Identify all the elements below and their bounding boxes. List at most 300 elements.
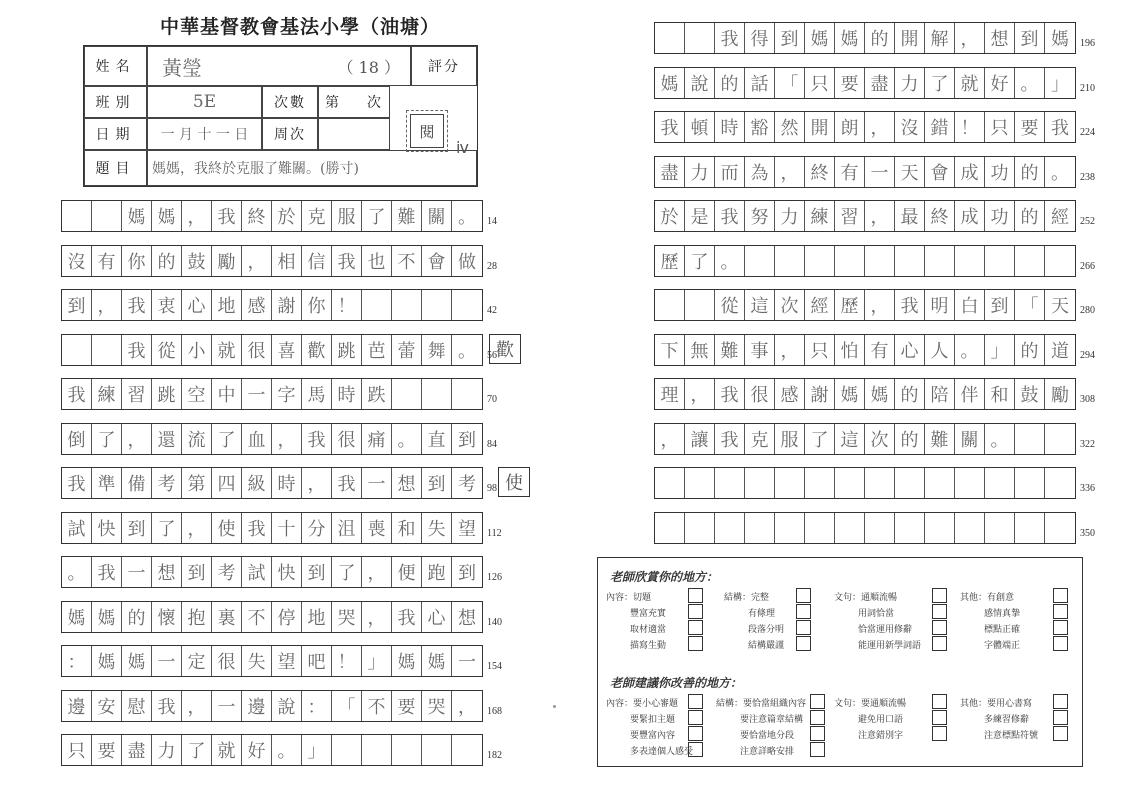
- grid-square: 就: [212, 735, 242, 765]
- left-grid-row: [61, 200, 483, 232]
- grid-square: ，: [775, 335, 805, 365]
- improve-checkbox[interactable]: [932, 694, 947, 709]
- class-label: 班別: [84, 86, 147, 118]
- grid-square: 沮: [332, 513, 362, 543]
- grid-square: [392, 290, 422, 320]
- grid-square: [775, 513, 805, 543]
- grid-square: ，: [955, 23, 985, 53]
- improve-checkbox[interactable]: [688, 726, 703, 741]
- improve-item: 注意標點符號: [984, 731, 1039, 741]
- character-count: 280: [1080, 305, 1095, 316]
- grid-square: ，: [182, 513, 212, 543]
- grid-square: 我: [1051, 118, 1069, 139]
- character-count: 266: [1080, 260, 1095, 272]
- grid-square: [835, 513, 865, 543]
- grid-square: [655, 468, 685, 498]
- grid-square: [92, 201, 122, 231]
- grid-square: 服: [332, 201, 362, 231]
- grid-square: 時: [332, 379, 362, 409]
- grid-square: 為: [745, 157, 775, 187]
- grid-square: 。: [985, 424, 1015, 454]
- grid-square: 我: [715, 379, 745, 409]
- praise-item: 結構嚴謹: [748, 641, 785, 651]
- grid-square: [332, 735, 362, 765]
- grid-square: 從: [152, 335, 182, 365]
- right-grid-row: [654, 467, 1076, 499]
- grid-square: 芭: [362, 335, 392, 365]
- grid-square: 功: [985, 201, 1015, 231]
- grid-square: ，: [122, 424, 152, 454]
- grid-square: 我: [122, 335, 152, 365]
- grid-square: 盡: [865, 68, 895, 98]
- praise-item: 豐富充實: [630, 609, 667, 619]
- grid-square: ，: [775, 157, 805, 187]
- grid-square: 很: [212, 646, 242, 676]
- character-count: 140: [487, 616, 502, 628]
- grid-square: 到: [302, 557, 332, 587]
- grid-square: 我: [715, 424, 745, 454]
- left-grid-row: [61, 556, 483, 588]
- grid-square: [1045, 513, 1075, 543]
- grid-square: 的: [1015, 157, 1045, 187]
- grid-square: 話: [745, 68, 775, 98]
- grid-square: 鼓: [182, 246, 212, 276]
- character-count: 252: [1080, 216, 1095, 227]
- grid-square: 力: [895, 68, 925, 98]
- improve-item: 要注意篇章結構: [740, 715, 804, 725]
- grid-square: [1015, 513, 1045, 543]
- praise-checkbox[interactable]: [932, 588, 947, 603]
- grid-square: 於: [655, 201, 685, 231]
- grid-square: 四: [212, 468, 242, 498]
- improve-item: 多練習修辭: [984, 715, 1030, 725]
- right-grid-row: [654, 378, 1076, 410]
- improve-checkbox[interactable]: [688, 694, 703, 709]
- grid-square: 吧: [302, 646, 332, 676]
- grid-square: 一: [152, 646, 182, 676]
- grid-square: 這: [835, 424, 865, 454]
- praise-item: 字體端正: [984, 641, 1021, 651]
- grid-square: 直: [422, 424, 452, 454]
- date-value: 一 月 十 一 日: [147, 118, 262, 150]
- grid-square: 考: [212, 557, 242, 587]
- scan-dot: [553, 705, 556, 708]
- improve-checkbox[interactable]: [810, 726, 825, 741]
- grid-square: 功: [985, 157, 1015, 187]
- grid-square: 媽: [152, 201, 182, 231]
- grid-square: 定: [182, 646, 212, 676]
- improve-checkbox[interactable]: [932, 726, 947, 741]
- praise-item: 文句：通順流暢: [834, 593, 898, 603]
- grid-square: 歷: [655, 246, 685, 276]
- grid-square: ，: [242, 246, 272, 276]
- grid-square: [715, 468, 745, 498]
- grid-square: 」: [985, 335, 1015, 365]
- character-count: 350: [1080, 527, 1095, 539]
- grid-square: 媽: [805, 23, 835, 53]
- grid-square: 努: [745, 201, 775, 231]
- grid-square: 考: [152, 468, 182, 498]
- week-value: [318, 118, 390, 150]
- grid-square: [655, 290, 685, 320]
- grid-square: [92, 335, 122, 365]
- grid-square: 到: [1015, 23, 1045, 53]
- character-count: 28: [487, 260, 497, 272]
- grid-square: 十: [272, 513, 302, 543]
- left-grid-row: [61, 512, 483, 544]
- name-value: [147, 46, 411, 86]
- grid-square: 只: [985, 112, 1015, 142]
- praise-checkbox[interactable]: [932, 620, 947, 635]
- praise-checkbox[interactable]: [796, 604, 811, 619]
- grid-square: 終: [805, 157, 835, 187]
- grid-square: 哭: [332, 602, 362, 632]
- praise-checkbox[interactable]: [796, 620, 811, 635]
- character-count: 196: [1080, 38, 1095, 49]
- grid-square: 頓: [685, 112, 715, 142]
- grid-square: 的: [152, 246, 182, 276]
- grid-square: 就: [212, 335, 242, 365]
- grid-square: ，: [865, 201, 895, 231]
- praise-item: 結構：完整: [724, 593, 770, 603]
- grid-square: 次: [775, 290, 805, 320]
- grid-square: 媽: [422, 646, 452, 676]
- grid-square: [685, 23, 715, 53]
- grid-square: 最: [895, 201, 925, 231]
- grid-square: 想: [458, 607, 476, 629]
- grid-square: [805, 246, 835, 276]
- praise-checkbox[interactable]: [796, 636, 811, 651]
- grid-square: 我: [62, 468, 92, 498]
- grid-square: [452, 379, 482, 409]
- character-count: 224: [1080, 127, 1095, 138]
- grid-square: 謝: [805, 379, 835, 409]
- grid-square: [422, 735, 452, 765]
- grid-square: 要: [392, 691, 422, 721]
- left-grid-row: [61, 734, 483, 766]
- grid-square: [895, 246, 925, 276]
- character-count: 182: [487, 750, 502, 761]
- grid-square: 謝: [272, 290, 302, 320]
- grid-square: [775, 468, 805, 498]
- grid-square: 失: [242, 646, 272, 676]
- grid-square: 經: [805, 290, 835, 320]
- left-grid-row: [61, 467, 483, 499]
- grid-square: 」: [302, 735, 332, 765]
- right-grid-row: [654, 245, 1076, 277]
- name-label: 姓名: [84, 46, 147, 86]
- grid-square: [745, 246, 775, 276]
- grid-square: 錯: [925, 112, 955, 142]
- grid-square: 好: [985, 68, 1015, 98]
- grid-square: [775, 246, 805, 276]
- praise-checkbox[interactable]: [932, 604, 947, 619]
- topic-value: 媽媽，我終於克服了難關。(勝寸): [147, 150, 477, 186]
- improve-checkbox[interactable]: [1053, 694, 1068, 709]
- grid-square: 無: [685, 335, 715, 365]
- grid-square: [925, 468, 955, 498]
- grid-square: 時: [272, 468, 302, 498]
- grid-square: 道: [1051, 340, 1069, 362]
- grid-square: [422, 379, 452, 409]
- grid-square: 人: [925, 335, 955, 365]
- grid-square: 只: [62, 735, 92, 765]
- grid-square: 的: [1015, 335, 1045, 365]
- grid-square: 到: [122, 513, 152, 543]
- grid-square: 開: [895, 23, 925, 53]
- grid-square: 然: [775, 112, 805, 142]
- grid-square: ：: [302, 691, 332, 721]
- grid-square: 終: [242, 201, 272, 231]
- grid-square: 心: [422, 602, 452, 632]
- grid-square: 只: [805, 68, 835, 98]
- grid-square: 想: [392, 468, 422, 498]
- grid-square: 哭: [422, 691, 452, 721]
- praise-checkbox[interactable]: [1053, 588, 1068, 603]
- right-grid-row: [654, 67, 1076, 99]
- grid-square: 關: [422, 201, 452, 231]
- praise-item: 用詞恰當: [858, 609, 895, 619]
- improve-checkbox[interactable]: [810, 742, 825, 757]
- grid-square: 痛: [362, 424, 392, 454]
- praise-checkbox[interactable]: [796, 588, 811, 603]
- grid-square: [955, 513, 985, 543]
- grid-square: 練: [92, 379, 122, 409]
- grid-square: 。: [955, 335, 985, 365]
- grid-square: 有: [835, 157, 865, 187]
- grid-square: 是: [685, 201, 715, 231]
- grid-square: 天: [1051, 296, 1069, 317]
- grid-square: [895, 468, 925, 498]
- grid-square: 一: [122, 557, 152, 587]
- grid-square: 難: [392, 201, 422, 231]
- improve-checkbox[interactable]: [932, 710, 947, 725]
- read-stamp: 閱: [410, 114, 444, 148]
- praise-checkbox[interactable]: [1053, 604, 1068, 619]
- grid-square: 下: [655, 335, 685, 365]
- grid-square: 。: [458, 340, 476, 362]
- grid-square: 習: [835, 201, 865, 231]
- grid-square: 試: [242, 557, 272, 587]
- praise-checkbox[interactable]: [688, 620, 703, 635]
- grid-square: [422, 290, 452, 320]
- grid-square: ，: [865, 290, 895, 320]
- grid-square: 伴: [955, 379, 985, 409]
- grid-square: 到: [985, 290, 1015, 320]
- praise-checkbox[interactable]: [688, 588, 703, 603]
- grid-square: 跳: [152, 379, 182, 409]
- grid-square: 做: [458, 251, 476, 273]
- grid-square: 我: [715, 201, 745, 231]
- grid-square: 一: [865, 157, 895, 187]
- grid-square: 安: [92, 691, 122, 721]
- grid-square: 到: [422, 468, 452, 498]
- praise-item: 取材適當: [630, 625, 667, 635]
- grid-square: 的: [865, 23, 895, 53]
- grid-square: 。: [1051, 162, 1069, 184]
- grid-square: 讓: [685, 424, 715, 454]
- topic-label: 題目: [84, 150, 147, 186]
- grid-square: [865, 513, 895, 543]
- grid-square: 沒: [895, 112, 925, 142]
- grid-square: 要: [835, 68, 865, 98]
- grid-square: 快: [272, 557, 302, 587]
- grid-square: 關: [955, 424, 985, 454]
- grid-square: 我: [392, 602, 422, 632]
- grid-square: 媽: [62, 602, 92, 632]
- praise-checkbox[interactable]: [1053, 620, 1068, 635]
- grid-square: 舞: [422, 335, 452, 365]
- improve-item: 注意詳略安排: [740, 747, 795, 757]
- praise-checkbox[interactable]: [688, 604, 703, 619]
- grid-square: 怕: [835, 335, 865, 365]
- improve-checkbox[interactable]: [688, 742, 703, 757]
- grid-square: 和: [392, 513, 422, 543]
- grid-square: 了: [332, 557, 362, 587]
- grid-square: 我: [302, 424, 332, 454]
- grid-square: 第: [182, 468, 212, 498]
- grid-square: 白: [955, 290, 985, 320]
- grid-square: 鼓: [1015, 379, 1045, 409]
- grid-square: 理: [655, 379, 685, 409]
- grid-square: 我: [152, 691, 182, 721]
- grid-square: 說: [685, 68, 715, 98]
- left-grid-row: [61, 378, 483, 410]
- grid-square: 媽: [122, 646, 152, 676]
- grid-square: 這: [745, 290, 775, 320]
- character-count: 336: [1080, 483, 1095, 494]
- grid-square: 失: [422, 513, 452, 543]
- grid-square: 流: [182, 424, 212, 454]
- grid-square: [925, 513, 955, 543]
- grid-square: 豁: [745, 112, 775, 142]
- grid-square: ！: [955, 112, 985, 142]
- grid-square: [895, 513, 925, 543]
- grid-square: ！: [332, 290, 362, 320]
- character-count: 42: [487, 305, 497, 316]
- grid-square: 就: [955, 68, 985, 98]
- grid-square: 得: [745, 23, 775, 53]
- improve-checkbox[interactable]: [688, 710, 703, 725]
- grid-square: 你: [122, 246, 152, 276]
- date-label: 日期: [84, 118, 147, 150]
- times-value: 第 次: [318, 86, 390, 118]
- grid-square: [1015, 246, 1045, 276]
- grid-square: 。: [458, 207, 476, 228]
- teacher-feedback-box: [597, 557, 1083, 767]
- grid-square: 喪: [362, 513, 392, 543]
- character-count: 126: [487, 572, 502, 583]
- grid-square: [1045, 468, 1075, 498]
- grid-square: 朗: [835, 112, 865, 142]
- grid-square: ，: [865, 112, 895, 142]
- grid-square: 很: [242, 335, 272, 365]
- improve-checkbox[interactable]: [1053, 710, 1068, 725]
- grid-square: 了: [212, 424, 242, 454]
- grid-square: 空: [182, 379, 212, 409]
- grid-square: 沒: [62, 246, 92, 276]
- grid-square: 還: [152, 424, 182, 454]
- grid-square: 地: [302, 602, 332, 632]
- character-count: 168: [487, 705, 502, 717]
- improve-item: 結構：要恰當組織內容: [716, 699, 807, 709]
- grid-square: ，: [92, 290, 122, 320]
- grid-square: ，: [182, 691, 212, 721]
- grid-square: 陪: [925, 379, 955, 409]
- improve-checkbox[interactable]: [810, 710, 825, 725]
- grid-square: 」: [362, 646, 392, 676]
- grid-square: 終: [925, 201, 955, 231]
- improve-checkbox[interactable]: [810, 694, 825, 709]
- grid-square: 服: [775, 424, 805, 454]
- character-count: 98: [487, 483, 497, 494]
- grid-square: 的: [895, 424, 925, 454]
- grid-square: 小: [182, 335, 212, 365]
- grid-square: 到: [182, 557, 212, 587]
- grid-square: 有: [92, 246, 122, 276]
- teacher-tick: ⅳ: [456, 138, 469, 157]
- grid-square: 到: [62, 290, 92, 320]
- grid-square: [362, 735, 392, 765]
- left-grid-row: [61, 245, 483, 277]
- grid-square: 難: [715, 335, 745, 365]
- grid-square: 心: [182, 290, 212, 320]
- praise-checkbox[interactable]: [1053, 636, 1068, 651]
- praise-checkbox[interactable]: [688, 636, 703, 651]
- grid-square: 懷: [152, 602, 182, 632]
- grid-square: [362, 290, 392, 320]
- improve-checkbox[interactable]: [1053, 726, 1068, 741]
- grid-square: [715, 513, 745, 543]
- grid-square: 不: [362, 691, 392, 721]
- grid-square: 「: [1015, 290, 1045, 320]
- grid-square: 勵: [212, 246, 242, 276]
- right-grid-row: [654, 22, 1076, 54]
- grid-square: [655, 513, 685, 543]
- grid-square: 我: [655, 112, 685, 142]
- praise-item: 恰當運用修辭: [858, 625, 913, 635]
- grid-square: 倒: [62, 424, 92, 454]
- student-name: 黃瑩: [162, 55, 202, 80]
- grid-square: [865, 246, 895, 276]
- grid-square: 解: [925, 23, 955, 53]
- praise-checkbox[interactable]: [932, 636, 947, 651]
- grid-square: 便: [392, 557, 422, 587]
- grid-square: [865, 468, 895, 498]
- grid-square: [685, 513, 715, 543]
- grid-square: 媽: [92, 646, 122, 676]
- grid-square: 說: [272, 691, 302, 721]
- grid-square: 了: [182, 735, 212, 765]
- grid-square: 成: [955, 157, 985, 187]
- grid-square: 考: [458, 474, 476, 495]
- grid-square: 心: [895, 335, 925, 365]
- grid-square: 我: [62, 379, 92, 409]
- grid-square: 力: [775, 201, 805, 231]
- character-count: 308: [1080, 394, 1095, 405]
- right-grid-row: [654, 111, 1076, 143]
- grid-square: [1045, 246, 1075, 276]
- grid-square: 血: [242, 424, 272, 454]
- grid-square: 克: [745, 424, 775, 454]
- praise-item: 能運用新學詞語: [858, 641, 922, 651]
- grid-square: 地: [212, 290, 242, 320]
- grid-square: 抱: [182, 602, 212, 632]
- grid-square: [1015, 424, 1045, 454]
- left-grid-row: [61, 690, 483, 722]
- improve-item: 其他：要用心書寫: [960, 699, 1033, 709]
- praise-item: 標點正確: [984, 625, 1021, 635]
